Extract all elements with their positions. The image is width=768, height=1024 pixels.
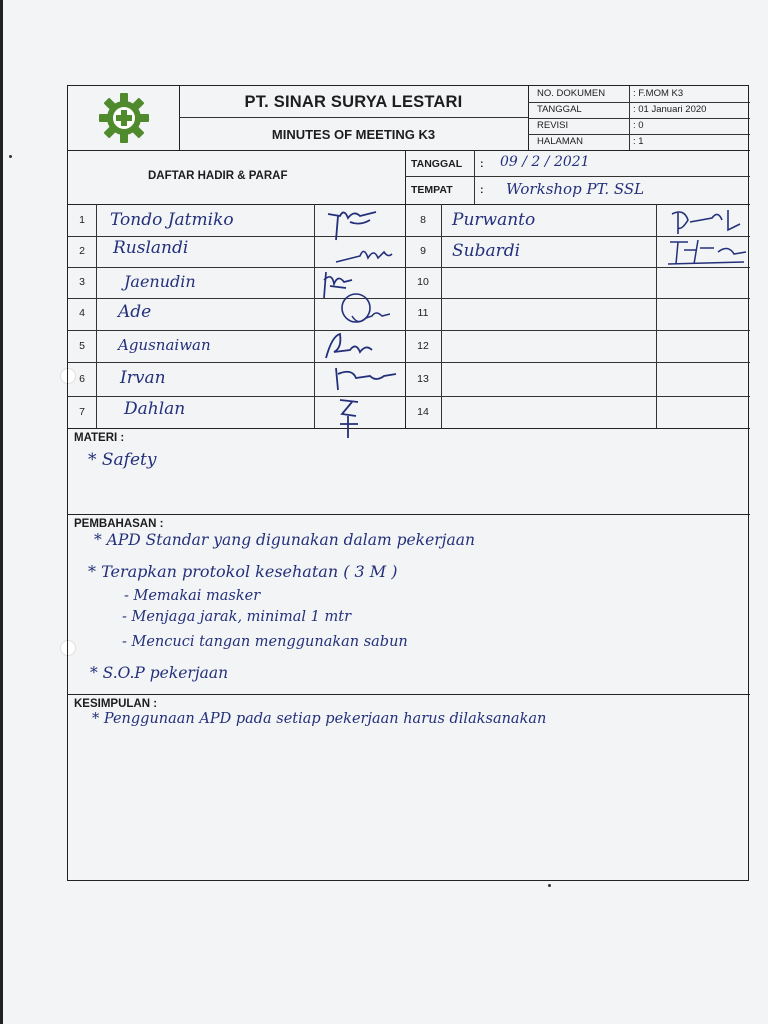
scan-edge (0, 0, 3, 1024)
minutes-form (67, 85, 749, 881)
date-label: TANGGAL (411, 158, 463, 170)
meta-label: HALAMAN (537, 136, 583, 147)
attendee-name: Irvan (120, 368, 166, 388)
kesimpulan-label: KESIMPULAN : (74, 698, 158, 710)
date-colon: : (480, 158, 484, 170)
place-label: TEMPAT (411, 184, 453, 196)
row-number: 3 (79, 276, 85, 288)
meta-value: : 01 Januari 2020 (633, 104, 707, 115)
attendee-name: Agusnaiwan (118, 336, 211, 354)
company-logo (68, 86, 179, 150)
attendee-name: Ade (118, 302, 152, 322)
attendee-name: Subardi (452, 241, 521, 261)
scan-speck (9, 155, 12, 158)
document-title: MINUTES OF MEETING K3 (271, 127, 436, 142)
row-number: 6 (79, 373, 85, 385)
signature-6 (330, 364, 400, 394)
meta-value: : F.MOM K3 (633, 88, 684, 99)
meta-label: TANGGAL (537, 104, 582, 115)
signature-9 (664, 234, 750, 270)
attendee-name: Tondo Jatmiko (110, 210, 234, 230)
kesimpulan-line: * Penggunaan APD pada setiap pekerjaan harus dilaksanakan (92, 711, 547, 727)
meeting-place: Workshop PT. SSL (506, 180, 645, 198)
row-number: 7 (79, 406, 85, 418)
signature-4 (338, 286, 400, 334)
row-number: 8 (420, 214, 426, 226)
meta-value: : 0 (633, 120, 644, 131)
row-number: 12 (417, 340, 429, 352)
meta-value: : 1 (633, 136, 644, 147)
row-number: 11 (417, 307, 429, 319)
row-number: 9 (420, 245, 426, 257)
row-number: 2 (79, 245, 85, 257)
attendee-name: Dahlan (124, 399, 186, 419)
attendance-heading: DAFTAR HADIR & PARAF (148, 170, 288, 182)
materi-item: * Safety (88, 450, 157, 470)
meta-label: REVISI (537, 120, 569, 131)
signature-7 (334, 394, 364, 440)
signature-5 (320, 328, 384, 364)
attendee-name: Ruslandi (113, 238, 189, 258)
row-number: 10 (417, 276, 429, 288)
pembahasan-line: - Menjaga jarak, minimal 1 mtr (122, 609, 352, 625)
row-number: 5 (79, 340, 85, 352)
meta-label: NO. DOKUMEN (537, 88, 606, 99)
row-number: 1 (79, 214, 85, 226)
pembahasan-line: - Memakai masker (124, 588, 261, 604)
scan-speck (548, 884, 551, 887)
meeting-date: 09 / 2 / 2021 (500, 154, 590, 170)
attendee-name: Purwanto (452, 210, 536, 230)
materi-label: MATERI : (74, 432, 125, 444)
k3-safety-cross-gear-icon (98, 92, 150, 144)
pembahasan-line: * Terapkan protokol kesehatan ( 3 M ) (88, 562, 398, 581)
pembahasan-label: PEMBAHASAN : (74, 518, 164, 530)
attendee-name: Jaenudin (124, 272, 196, 291)
company-name: PT. SINAR SURYA LESTARI (244, 93, 463, 111)
pembahasan-line: - Mencuci tangan menggunakan sabun (122, 634, 408, 650)
place-colon: : (480, 184, 484, 196)
pembahasan-line: * APD Standar yang digunakan dalam pekerjaan (94, 531, 475, 549)
pembahasan-line: * S.O.P pekerjaan (90, 664, 229, 682)
row-number: 4 (79, 307, 85, 319)
row-number: 13 (417, 373, 429, 385)
row-number: 14 (417, 406, 429, 418)
